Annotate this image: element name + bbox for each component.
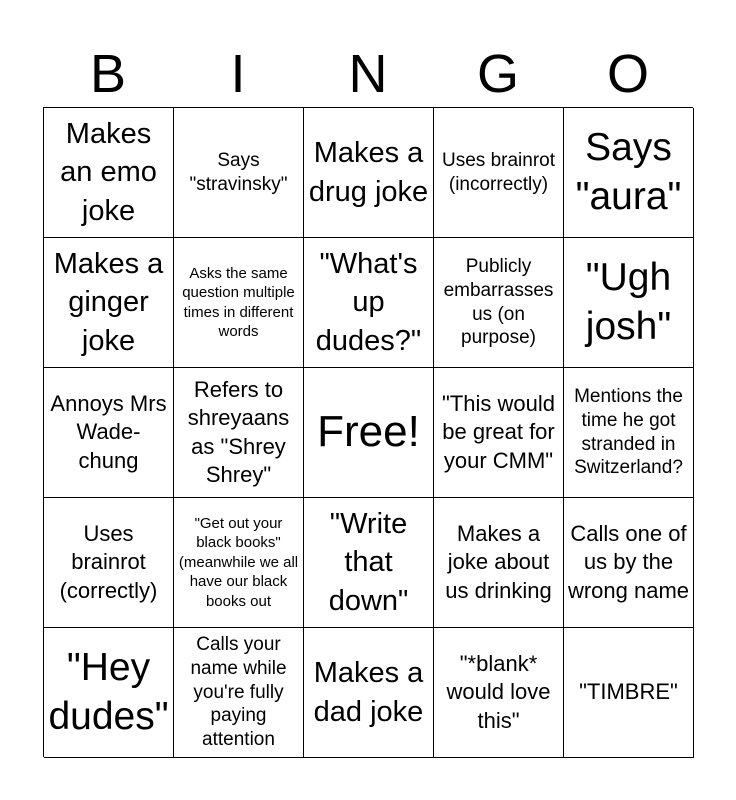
- cell-label: "Get out your black books" (meanwhile we all have our black books out: [178, 514, 299, 610]
- bingo-cell-5-3[interactable]: [304, 628, 434, 758]
- cell-label: Makes a drug joke: [308, 137, 429, 208]
- bingo-cell-1-4[interactable]: [434, 108, 564, 238]
- bingo-cell-3-1[interactable]: [44, 368, 174, 498]
- cell-label: "This would be great for your CMM": [442, 391, 555, 473]
- bingo-cell-4-3[interactable]: [304, 498, 434, 628]
- bingo-cell-4-5[interactable]: [564, 498, 694, 628]
- header-letter-i: I: [230, 44, 246, 104]
- bingo-cell-2-1[interactable]: [44, 238, 174, 368]
- bingo-board: [43, 107, 693, 757]
- bingo-cell-5-5[interactable]: [564, 628, 694, 758]
- cell-label: Uses brainrot (incorrectly): [442, 149, 555, 195]
- cell-label: Uses brainrot (correctly): [59, 521, 158, 603]
- cell-label: Annoys Mrs Wade-chung: [50, 391, 167, 473]
- bingo-cell-2-5[interactable]: [564, 238, 694, 368]
- bingo-cell-4-4[interactable]: [434, 498, 564, 628]
- cell-label: "Write that down": [328, 508, 409, 617]
- cell-label: Mentions the time he got stranded in Switzerland?: [574, 386, 683, 479]
- cell-label: Asks the same question multiple times in different words: [182, 264, 295, 340]
- cell-label: Calls one of us by the wrong name: [567, 521, 690, 603]
- cell-label: Refers to shreyaans as "Shrey Shrey": [187, 377, 290, 487]
- bingo-header: [43, 40, 693, 108]
- bingo-cell-5-2[interactable]: [174, 628, 304, 758]
- bingo-cell-1-3[interactable]: [304, 108, 434, 238]
- header-letter-b: B: [89, 44, 127, 104]
- cell-label: Makes a ginger joke: [53, 248, 164, 357]
- cell-label: Calls your name while you're fully paying attention: [190, 634, 287, 751]
- cell-label: Says "stravinsky": [189, 149, 288, 195]
- bingo-cell-1-1[interactable]: [44, 108, 174, 238]
- bingo-cell-4-2[interactable]: [174, 498, 304, 628]
- free-space-label: Free!: [317, 407, 420, 457]
- cell-label: Makes a joke about us drinking: [445, 521, 552, 603]
- bingo-cell-2-3[interactable]: [304, 238, 434, 368]
- cell-label: Makes a dad joke: [313, 657, 424, 728]
- cell-label: "TIMBRE": [579, 679, 678, 705]
- cell-label: Says "aura": [575, 125, 682, 218]
- bingo-cell-1-2[interactable]: [174, 108, 304, 238]
- bingo-cell-free[interactable]: [304, 368, 434, 498]
- header-letter-g: G: [476, 44, 519, 104]
- bingo-cell-3-4[interactable]: [434, 368, 564, 498]
- cell-label: Makes an emo joke: [60, 118, 157, 227]
- bingo-cell-5-4[interactable]: [434, 628, 564, 758]
- bingo-cell-2-2[interactable]: [174, 238, 304, 368]
- bingo-cell-2-4[interactable]: [434, 238, 564, 368]
- cell-label: "*blank* would love this": [446, 651, 551, 733]
- cell-label: "What's up dudes?": [315, 248, 422, 357]
- cell-label: Publicly embarrasses us (on purpose): [443, 256, 554, 349]
- cell-label: "Hey dudes": [48, 645, 169, 738]
- header-letter-n: N: [348, 44, 388, 104]
- header-letter-o: O: [606, 44, 649, 104]
- bingo-cell-1-5[interactable]: [564, 108, 694, 238]
- bingo-cell-3-2[interactable]: [174, 368, 304, 498]
- bingo-cell-4-1[interactable]: [44, 498, 174, 628]
- bingo-cell-3-5[interactable]: [564, 368, 694, 498]
- bingo-cell-5-1[interactable]: [44, 628, 174, 758]
- cell-label: "Ugh josh": [585, 255, 672, 348]
